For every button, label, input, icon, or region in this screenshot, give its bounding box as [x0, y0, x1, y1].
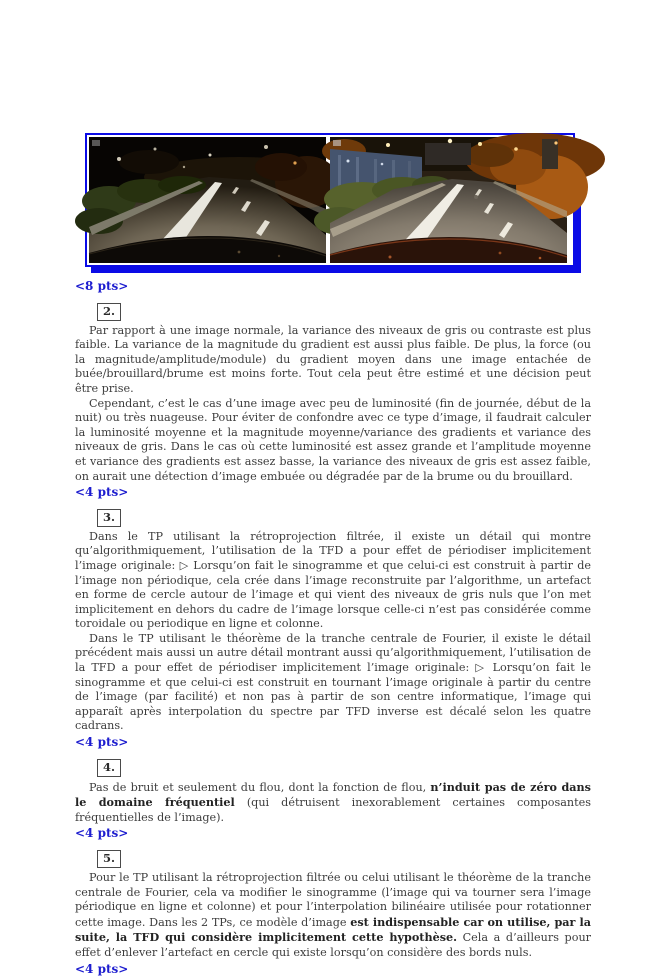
question-number-box-4: 4.: [97, 759, 121, 777]
paragraph-5-1: [75, 871, 591, 961]
paragraph-4-1: [75, 780, 591, 826]
text-run: Cela a d’ailleurs pour effet d’enlever l’artefact en cercle qui existe lorsqu’on considère des bords nuls.: [75, 931, 591, 959]
paragraph-3-2: Dans le TP utilisant le théorème de la tranche centrale de Fourier, il existe le détail précédent mais aussi un autre détail montrant aussi qu’algorithmiquement, l’utilisation de la TFD a pour effet de périodiser implicitement l’image originale: ▷ Lorsqu’on fait le sinogramme et que celui-ci est construit en tournant l’image originale à partir du centre de l’image (par facilité) et non pas à partir de son centre informatique, l’image qui apparaît après interpolation du spectre par TFD inverse est décalé selon les quatre cadrans.: [75, 631, 591, 733]
text-run: Pour le TP utilisant la rétroprojection filtrée ou celui utilisant le théorème de la tranche centrale de Fourier, cela va modifier le sinogramme (l’image qui va tourner sera l’image périodique en ligne et colonne) et pour l’interpolation bilinéaire utilisée pour rotationner cette image. Dans les 2 TPs, ce modèle d’image: [75, 871, 591, 929]
night-road-photo-bright: [330, 137, 567, 263]
answer-content: [75, 279, 591, 977]
paragraph-2-2: Cependant, c’est le cas d’une image avec peu de luminosité (fin de journée, début de la nuit) ou très nuageuse. Pour éviter de confondre avec ce type d’image, il faudrait calculer la luminosité moyenne et la magnitude moyenne/variance des gradients et variance des niveaux de gris. Dans le cas où cette luminosité est assez grande et l’amplitude moyenne et variance des gradients est assez basse, la variance des niveaux de gris est assez faible, on aurait une détection d’image embuée ou dégradée par de la brume ou du brouillard.: [75, 396, 591, 483]
night-road-photo-dark: [89, 137, 326, 263]
text-run: (qui détruisent inexorablement certaines composantes fréquentielles de l’image).: [75, 796, 591, 824]
section-4: [75, 759, 591, 841]
points-badge-figure: <8 pts>: [75, 279, 129, 293]
section-5: [75, 850, 591, 976]
section-3: [75, 509, 591, 750]
points-badge-3: <4 pts>: [75, 735, 129, 750]
figure-frame: [85, 133, 575, 267]
text-run: Pas de bruit et seulement du flou, dont la fonction de flou,: [89, 780, 431, 794]
bold-text-run: est indispensable car on utilise, par la suite, la TFD qui considère implicitement cette hypothèse.: [75, 914, 591, 945]
points-badge-4: <4 pts>: [75, 826, 129, 841]
paragraph-3-1: Dans le TP utilisant la rétroprojection filtrée, il existe un détail qui montre qu’algorithmiquement, l’utilisation de la TFD a pour effet de périodiser implicitement l’image originale: ▷ Lorsqu’on fait le sinogramme et que celui-ci est construit à partir de l’image non périodique, cela crée dans l’image reconstruite par l’algorithme, un artefact en forme de cercle autour de l’image et qui vient des niveaux de gris nuls que l’on met implicitement en dehors du cadre de l’image lorsque celle-ci n’est pas considérée comme toroidale ou periodique en ligne et colonne.: [75, 529, 591, 631]
points-badge-2: <4 pts>: [75, 485, 129, 500]
bold-text-run: n’induit pas de zéro dans le domaine fréquentiel: [75, 779, 591, 810]
question-number-box-2: 2.: [97, 303, 121, 321]
question-number-box-5: 5.: [97, 850, 121, 868]
question-number-box-3: 3.: [97, 509, 121, 527]
section-2: [75, 303, 591, 500]
paragraph-2-1: Par rapport à une image normale, la variance des niveaux de gris ou contraste est plus faible. La variance de la magnitude du gradient est aussi plus faible. De plus, la force (ou la magnitude/amplitude/module) du gradient moyen dans une image entachée de buée/brouillard/brume est moins forte. Tout cela peut être estimé et une décision peut être prise.: [75, 323, 591, 395]
points-badge-5: <4 pts>: [75, 961, 129, 976]
